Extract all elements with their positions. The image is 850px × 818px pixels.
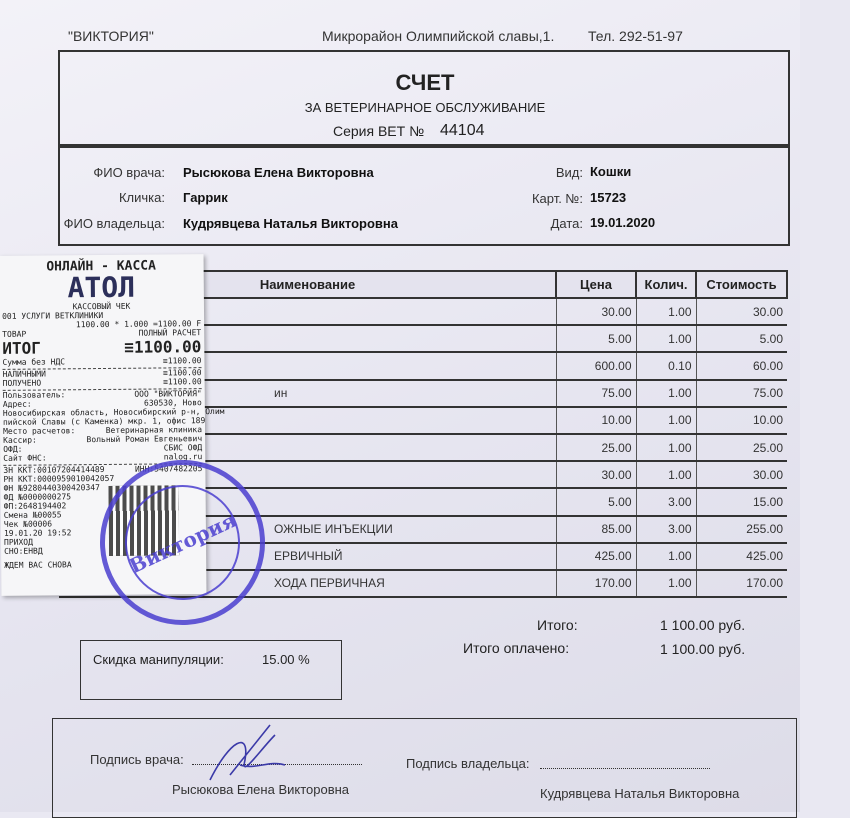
receipt-line: ПОЛНЫЙ РАСЧЕТ xyxy=(138,328,202,338)
receipt-line: ФН №9280440300420347 xyxy=(3,483,100,493)
doctor-name: Рысюкова Елена Викторовна xyxy=(183,165,374,180)
stamp-text: Виктория xyxy=(125,507,240,578)
receipt-line: ТОВАР xyxy=(2,329,27,339)
owner-sign-name: Кудрявцева Наталья Викторовна xyxy=(540,786,740,801)
item-qty: 0.10 xyxy=(636,352,696,379)
item-price: 75.00 xyxy=(556,380,636,407)
item-price: 5.00 xyxy=(556,325,636,352)
discount-label: Скидка манипуляции: xyxy=(93,652,224,667)
doctor-sign-name: Рысюкова Елена Викторовна xyxy=(172,782,350,797)
series-label: Серия ВЕТ № xyxy=(333,123,425,139)
receipt-line: nalog.ru xyxy=(163,452,203,462)
pet-name: Гаррик xyxy=(183,190,228,205)
owner-sign-line xyxy=(540,768,710,769)
item-qty: 1.00 xyxy=(636,434,696,461)
receipt-line: СБИС ОФД xyxy=(163,443,203,453)
org-name: "ВИКТОРИЯ" xyxy=(68,28,154,44)
item-price: 5.00 xyxy=(556,488,636,515)
item-qty: 3.00 xyxy=(636,488,696,515)
paid-value: 1 100.00 руб. xyxy=(660,641,746,657)
item-cost: 60.00 xyxy=(696,352,787,379)
receipt-line: НАЛИЧНЫМИ xyxy=(2,369,46,379)
discount-value: 15.00 % xyxy=(262,652,310,667)
atol-logo: АТОЛ xyxy=(67,270,136,305)
receipt-line: Новосибирская область, Новосибирский р-н, Олим xyxy=(2,406,225,418)
receipt-line: 630530, Ново xyxy=(143,398,202,408)
doctor-sign-label: Подпись врача: xyxy=(90,752,184,767)
item-qty: 1.00 xyxy=(636,325,696,352)
col-qty: Колич. xyxy=(636,271,696,298)
species-label: Вид: xyxy=(555,165,583,180)
receipt-total-label: ИТОГ xyxy=(2,338,41,358)
receipt-line: ≡1100.00 xyxy=(162,356,202,366)
invoice-title: СЧЕТ xyxy=(395,70,455,95)
invoice-subtitle: ЗА ВЕТЕРИНАРНОЕ ОБСЛУЖИВАНИЕ xyxy=(304,100,546,115)
item-cost: 10.00 xyxy=(696,407,787,434)
receipt-line: СНО:ЕНВД xyxy=(4,546,43,556)
species-value: Кошки xyxy=(590,164,632,179)
org-phone: Тел. 292-51-97 xyxy=(588,28,683,44)
receipt-footer: ЖДЕМ ВАС СНОВА xyxy=(4,560,72,570)
item-name: ХОДА ПЕРВИЧНАЯ xyxy=(59,570,556,597)
card-number: 15723 xyxy=(590,190,627,205)
receipt-line: ООО "ВИКТОРИЯ" xyxy=(134,389,202,399)
pet-label: Кличка: xyxy=(118,190,165,205)
item-cost: 75.00 xyxy=(696,380,787,407)
item-qty: 1.00 xyxy=(636,461,696,488)
owner-sign-label: Подпись владельца: xyxy=(406,756,530,771)
receipt-type: КАССОВЫЙ ЧЕК xyxy=(72,301,131,312)
item-name: ин xyxy=(59,380,556,407)
item-price: 30.00 xyxy=(556,461,636,488)
receipt-line: Адрес: xyxy=(2,399,32,409)
receipt-line: ПОЛУЧЕНО xyxy=(2,378,42,388)
receipt-line: 19.01.20 19:52 xyxy=(3,528,72,538)
receipt-line: ФП:2648194402 xyxy=(3,501,67,511)
receipt-line: ПРИХОД xyxy=(3,537,33,547)
doctor-label: ФИО врача: xyxy=(93,165,165,180)
receipt-line: Ветеринарная клиника xyxy=(105,425,203,435)
item-qty: 1.00 xyxy=(636,543,696,570)
item-price: 600.00 xyxy=(556,352,636,379)
receipt-line: пийской Славы (с Каменка) мкр. 1, офис 189 xyxy=(2,416,206,427)
item-price: 25.00 xyxy=(556,434,636,461)
total-label: Итого: xyxy=(537,617,578,633)
item-cost: 30.00 xyxy=(696,461,787,488)
receipt-line: ≡1100.00 xyxy=(162,368,202,378)
receipt-line: ФД №0000000275 xyxy=(3,492,72,502)
invoice-number: 44104 xyxy=(440,122,485,139)
item-price: 170.00 xyxy=(556,570,636,597)
receipt-line: РН ККТ:0000959010042057 xyxy=(3,473,115,484)
item-cost: 25.00 xyxy=(696,434,787,461)
receipt-line: Кассир: xyxy=(3,435,37,445)
paid-label: Итого оплачено: xyxy=(463,640,570,656)
item-price: 85.00 xyxy=(556,516,636,543)
item-name: ЕРВИЧНЫЙ xyxy=(59,543,556,570)
col-cost: Стоимость xyxy=(696,271,787,298)
item-cost: 30.00 xyxy=(696,298,787,325)
date-label: Дата: xyxy=(550,216,583,231)
receipt-line: Вольный Роман Евгеньевич xyxy=(86,434,203,445)
receipt-total: ≡1100.00 xyxy=(124,337,202,357)
item-cost: 5.00 xyxy=(696,325,787,352)
receipt-line: Пользователь: xyxy=(2,390,66,400)
item-name: ОЖНЫЕ ИНЪЕКЦИИ xyxy=(59,516,556,543)
receipt-header: ОНЛАЙН - КАССА xyxy=(46,258,156,275)
item-cost: 15.00 xyxy=(696,488,787,515)
item-cost: 170.00 xyxy=(696,570,787,597)
discount-box xyxy=(80,640,342,700)
receipt-line: Сайт ФНС: xyxy=(3,453,47,463)
receipt-line: ≡1100.00 xyxy=(163,377,202,387)
col-price: Цена xyxy=(556,271,636,298)
receipt-line: ОФД: xyxy=(3,444,23,454)
owner-label: ФИО владельца: xyxy=(63,216,165,231)
receipt-line: 001 УСЛУГИ ВЕТКЛИНИКИ xyxy=(2,310,104,321)
receipt-line: Сумма без НДС xyxy=(2,357,66,367)
receipt-line: ЗН ККТ:00107204414489 xyxy=(3,464,105,475)
item-price: 425.00 xyxy=(556,543,636,570)
item-cost: 255.00 xyxy=(696,516,787,543)
stamp-inner-ring xyxy=(106,466,259,619)
invoice-date: 19.01.2020 xyxy=(590,215,656,230)
receipt-line: Смена №00055 xyxy=(3,510,62,520)
item-qty: 1.00 xyxy=(636,298,696,325)
card-label: Карт. №: xyxy=(531,191,583,206)
receipt-line: 1100.00 * 1.000 =1100.00 F xyxy=(75,319,202,330)
receipt-line: ИНН:5407482205 xyxy=(134,464,203,474)
receipt-line: Чек №00006 xyxy=(3,519,53,529)
org-address: Микрорайон Олимпийской славы,1. xyxy=(322,28,555,44)
info-box xyxy=(58,146,790,246)
doctor-signature-icon xyxy=(200,720,290,790)
item-qty: 1.00 xyxy=(636,407,696,434)
item-price: 10.00 xyxy=(556,407,636,434)
item-qty: 1.00 xyxy=(636,570,696,597)
owner-name: Кудрявцева Наталья Викторовна xyxy=(183,216,398,231)
item-qty: 3.00 xyxy=(636,516,696,543)
item-price: 30.00 xyxy=(556,298,636,325)
receipt-line: Место расчетов: xyxy=(3,426,76,436)
item-cost: 425.00 xyxy=(696,543,787,570)
item-qty: 1.00 xyxy=(636,380,696,407)
col-name: Наименование xyxy=(59,271,556,298)
total-value: 1 100.00 руб. xyxy=(660,617,746,633)
